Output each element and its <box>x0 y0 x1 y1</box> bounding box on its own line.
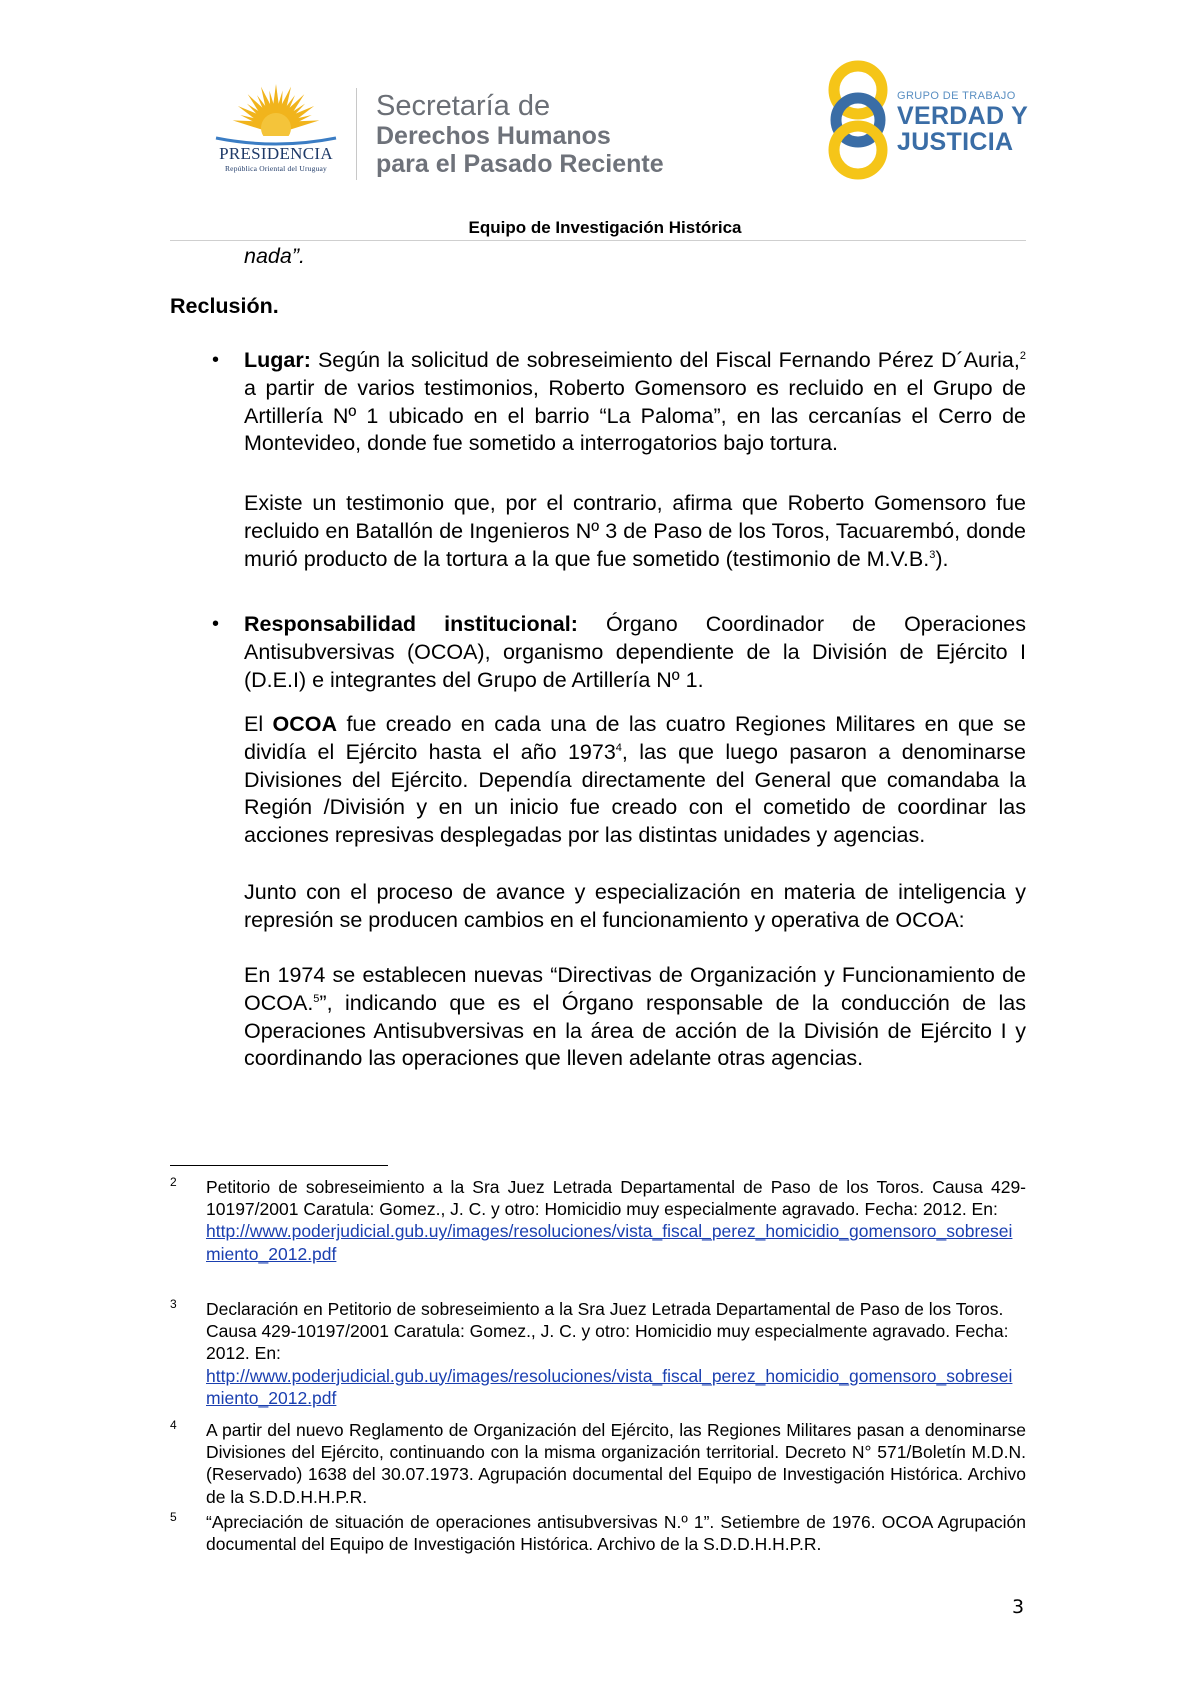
footnote-ref-5[interactable]: 5 <box>313 992 320 1005</box>
ocoa-bold: OCOA <box>272 712 338 736</box>
secretaria-line2: Derechos Humanos <box>376 122 611 150</box>
footnote-3-text: Declaración en Petitorio de sobreseimiento a la Sra Juez Letrada Departamental de Paso de los Toros. Causa 429-10197/2001 Caratula: Gomez., J. C. y otro: Homicidio muy especialmente agravado. Fecha: 2012. En: <box>206 1299 1009 1364</box>
ocoa-text-b: fue creado en cada una de las cuatro Regiones Militares en que se dividía el Ejército hasta el año 1973 <box>244 712 1027 764</box>
en1974-text-b: ”, indicando que es el Órgano responsable de la conducción de las Operaciones Antisubversivas en la área de acción de la División de Ejército I y coordinando las operaciones que lleven adelante otras agencias. <box>244 990 1026 1071</box>
footnote-ref-4[interactable]: 4 <box>615 741 622 754</box>
grupo-line2: VERDAD Y <box>897 102 1029 130</box>
footnote-5: “Apreciación de situación de operaciones antisubversivas N.º 1”. Setiembre de 1976. OCOA Agrupación documental del Equipo de Investigación Histórica. Archivo de la S.D.D.H.H.P.R. <box>206 1512 1026 1555</box>
footnote-2-text: Petitorio de sobreseimiento a la Sra Juez Letrada Departamental de Paso de los Toros. Causa 429-10197/2001 Caratula: Gomez., J. C. y otro: Homicidio muy especialmente agravado. Fecha: 2012. En: <box>206 1177 1026 1220</box>
secretaria-logo-text <box>376 90 716 178</box>
footnote-4: A partir del nuevo Reglamento de Organización del Ejército, las Regiones Militares pasan a denominarse Divisiones del Ejército, continuando con la misma organización territorial. Decreto N° 571/Boletín M.D.N. (Reservado) 1638 del 30.07.1973. Agrupación documental del Equipo de Investigación Histórica. Archivo de la S.D.D.H.H.P.R. <box>206 1420 1026 1507</box>
grupo-line1: GRUPO DE TRABAJO <box>897 90 1016 102</box>
bullet-lugar: • <box>212 349 220 371</box>
header-divider <box>356 88 357 180</box>
existe-text-b: ). <box>935 546 949 571</box>
lugar-label: Lugar: <box>244 348 311 372</box>
footnote-2 <box>206 1176 1026 1265</box>
presidencia-logo <box>196 82 356 182</box>
footnote-number: 5 <box>170 1510 177 1524</box>
presidencia-subtitle: República Oriental del Uruguay <box>224 164 327 173</box>
paragraph-existe <box>244 490 1026 573</box>
footnote-number: 3 <box>170 1297 177 1311</box>
ocoa-text-a: El <box>244 712 273 736</box>
responsabilidad-text: Órgano Coordinador de Operaciones Antisubversivas (OCOA), organismo dependiente de la División de Ejército I (D.E.I) e integrantes del Grupo de Artillería Nº 1. <box>244 612 1026 692</box>
bullet-responsabilidad: • <box>212 613 220 635</box>
lugar-text-b: a partir de varios testimonios, Roberto Gomensoro es recluido en el Grupo de Artillería Nº 1 ubicado en el barrio “La Paloma”, en las cercanías el Cerro de Montevideo, donde fue sometido a interrogatorios bajo tortura. <box>244 375 1026 456</box>
team-title: Equipo de Investigación Histórica <box>468 218 742 237</box>
ocoa-text-c: , las que luego pasaron a denominarse Divisiones del Ejército. Dependía directamente del General que comandaba la Región /División y en un inicio fue creado con el cometido de coordinar las acciones represivas desplegadas por las distintas unidades y agencias. <box>244 739 1026 848</box>
footnote-2-link[interactable]: http://www.poderjudicial.gub.uy/images/resoluciones/vista_fiscal_perez_homicidio_gomensoro_sobreseimiento_2012.pdf <box>206 1221 1013 1264</box>
responsabilidad-label: Responsabilidad institucional: <box>244 612 578 636</box>
en1974-text-a: En 1974 se establecen nuevas “Directivas de Organización y Funcionamiento de OCOA. <box>244 963 1026 1015</box>
footnote-ref-2[interactable]: 2 <box>1019 349 1026 362</box>
header-rule <box>170 240 1026 241</box>
paragraph-junto: Junto con el proceso de avance y especialización en materia de inteligencia y represión se producen cambios en el funcionamiento y operativa de OCOA: <box>244 880 1026 932</box>
lugar-text-a: Según la solicitud de sobreseimiento del Fiscal Fernando Pérez D´Auria, <box>310 348 1020 372</box>
paragraph-ocoa <box>244 711 1026 850</box>
secretaria-line1: Secretaría de <box>376 90 551 122</box>
footnote-number: 4 <box>170 1418 177 1432</box>
linked-rings-icon <box>820 58 900 183</box>
grupo-line3: JUSTICIA <box>897 128 1014 156</box>
paragraph-lugar <box>244 347 1026 458</box>
page-number: 3 <box>1012 1596 1025 1618</box>
footnote-number: 2 <box>170 1175 177 1189</box>
paragraph-responsabilidad <box>244 611 1026 694</box>
section-title: Reclusión. <box>170 294 279 318</box>
footnote-rule <box>170 1165 388 1166</box>
grupo-trabajo-text <box>897 90 1057 155</box>
paragraph-en-1974 <box>244 962 1026 1073</box>
quote-fragment: nada”. <box>244 244 305 268</box>
footnote-3-link[interactable]: http://www.poderjudicial.gub.uy/images/resoluciones/vista_fiscal_perez_homicidio_gomensoro_sobreseimiento_2012.pdf <box>206 1365 1013 1408</box>
footnote-3 <box>206 1298 1026 1409</box>
footnote-ref-3[interactable]: 3 <box>929 548 936 561</box>
presidencia-name: PRESIDENCIA <box>219 144 333 163</box>
secretaria-line3: para el Pasado Reciente <box>376 150 664 178</box>
existe-text-a: Existe un testimonio que, por el contrario, afirma que Roberto Gomensoro fue recluido en Batallón de Ingenieros Nº 3 de Paso de los Toros, Tacuarembó, donde murió producto de la tortura a la que fue sometido (testimonio de M.V.B. <box>244 491 1026 571</box>
sun-emblem-icon <box>196 82 356 152</box>
